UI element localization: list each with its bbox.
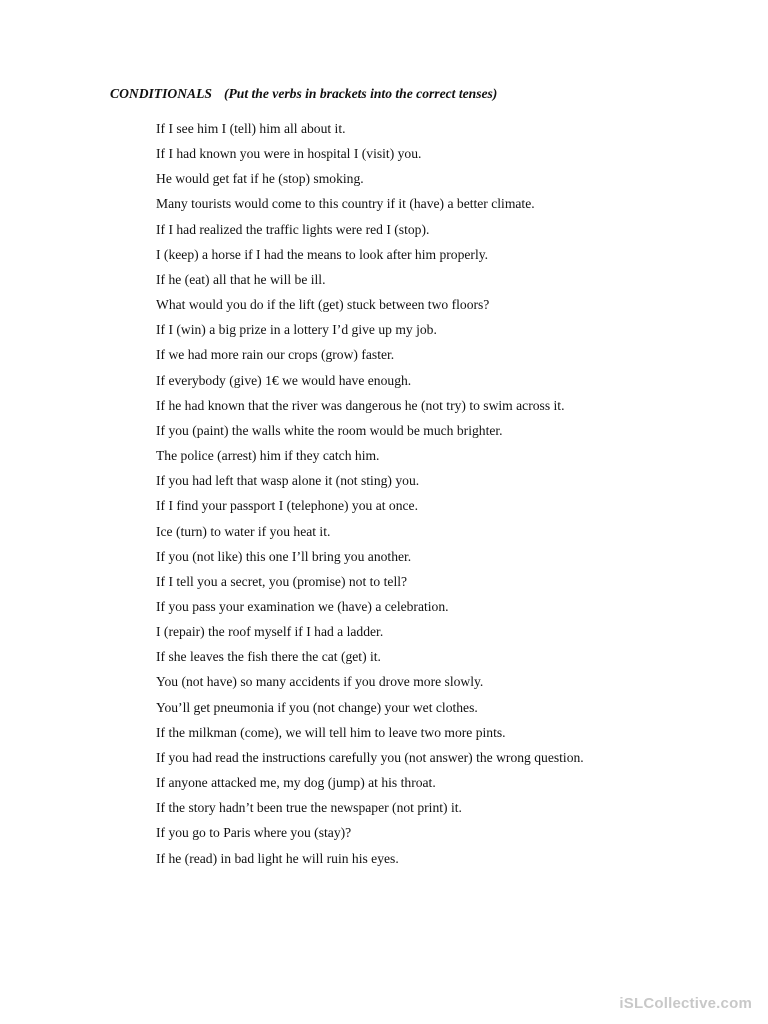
exercise-sentence: If everybody (give) 1€ we would have enough.	[156, 372, 412, 388]
exercise-sentence: If I (win) a big prize in a lottery I’d give up my job.	[156, 322, 437, 338]
exercise-sentence: If you pass your examination we (have) a celebration.	[156, 598, 449, 614]
exercise-sentence: If he (eat) all that he will be ill.	[156, 271, 326, 287]
exercise-sentence: Ice (turn) to water if you heat it.	[156, 523, 331, 539]
exercise-sentence: If he had known that the river was dangerous he (not try) to swim across it.	[156, 397, 565, 413]
exercise-sentence: If you (paint) the walls white the room would be much brighter.	[156, 422, 503, 438]
exercise-sentence: The police (arrest) him if they catch him.	[156, 448, 380, 464]
exercise-sentence: If I had known you were in hospital I (visit) you.	[156, 146, 422, 162]
worksheet-title	[110, 86, 497, 102]
exercise-sentence: If you had left that wasp alone it (not sting) you.	[156, 473, 420, 489]
exercise-sentence: If you go to Paris where you (stay)?	[156, 825, 352, 841]
exercise-sentence: If I tell you a secret, you (promise) not to tell?	[156, 573, 408, 589]
exercise-sentence: If the story hadn’t been true the newspaper (not print) it.	[156, 800, 462, 816]
title-main: CONDITIONALS	[110, 86, 212, 101]
title-instruction: (Put the verbs in brackets into the correct tenses)	[223, 86, 498, 101]
exercise-sentence: If the milkman (come), we will tell him to leave two more pints.	[156, 724, 506, 740]
exercise-sentence: What would you do if the lift (get) stuck between two floors?	[156, 297, 490, 313]
exercise-sentence: If he (read) in bad light he will ruin his eyes.	[156, 850, 399, 866]
exercise-sentence: You (not have) so many accidents if you drove more slowly.	[156, 674, 484, 690]
exercise-sentence: If you had read the instructions carefully you (not answer) the wrong question.	[156, 749, 584, 765]
exercise-sentence: You’ll get pneumonia if you (not change) your wet clothes.	[156, 699, 478, 715]
exercise-sentence: I (repair) the roof myself if I had a ladder.	[156, 624, 384, 640]
exercise-sentence: He would get fat if he (stop) smoking.	[156, 171, 364, 187]
exercise-sentence: If I see him I (tell) him all about it.	[156, 121, 346, 136]
exercise-sentence: I (keep) a horse if I had the means to look after him properly.	[156, 246, 489, 262]
exercise-sentence: If anyone attacked me, my dog (jump) at his throat.	[156, 775, 436, 791]
exercise-sentence: If I had realized the traffic lights were red I (stop).	[156, 221, 430, 237]
exercise-sentence: If I find your passport I (telephone) you at once.	[156, 498, 418, 514]
exercise-sentence: If you (not like) this one I’ll bring you another.	[156, 548, 412, 564]
exercise-sentence: If we had more rain our crops (grow) faster.	[156, 347, 395, 363]
exercise-sentence: If she leaves the fish there the cat (get) it.	[156, 649, 381, 665]
watermark: iSLCollective.com	[619, 995, 752, 1012]
exercise-sentence: Many tourists would come to this country if it (have) a better climate.	[156, 196, 535, 212]
